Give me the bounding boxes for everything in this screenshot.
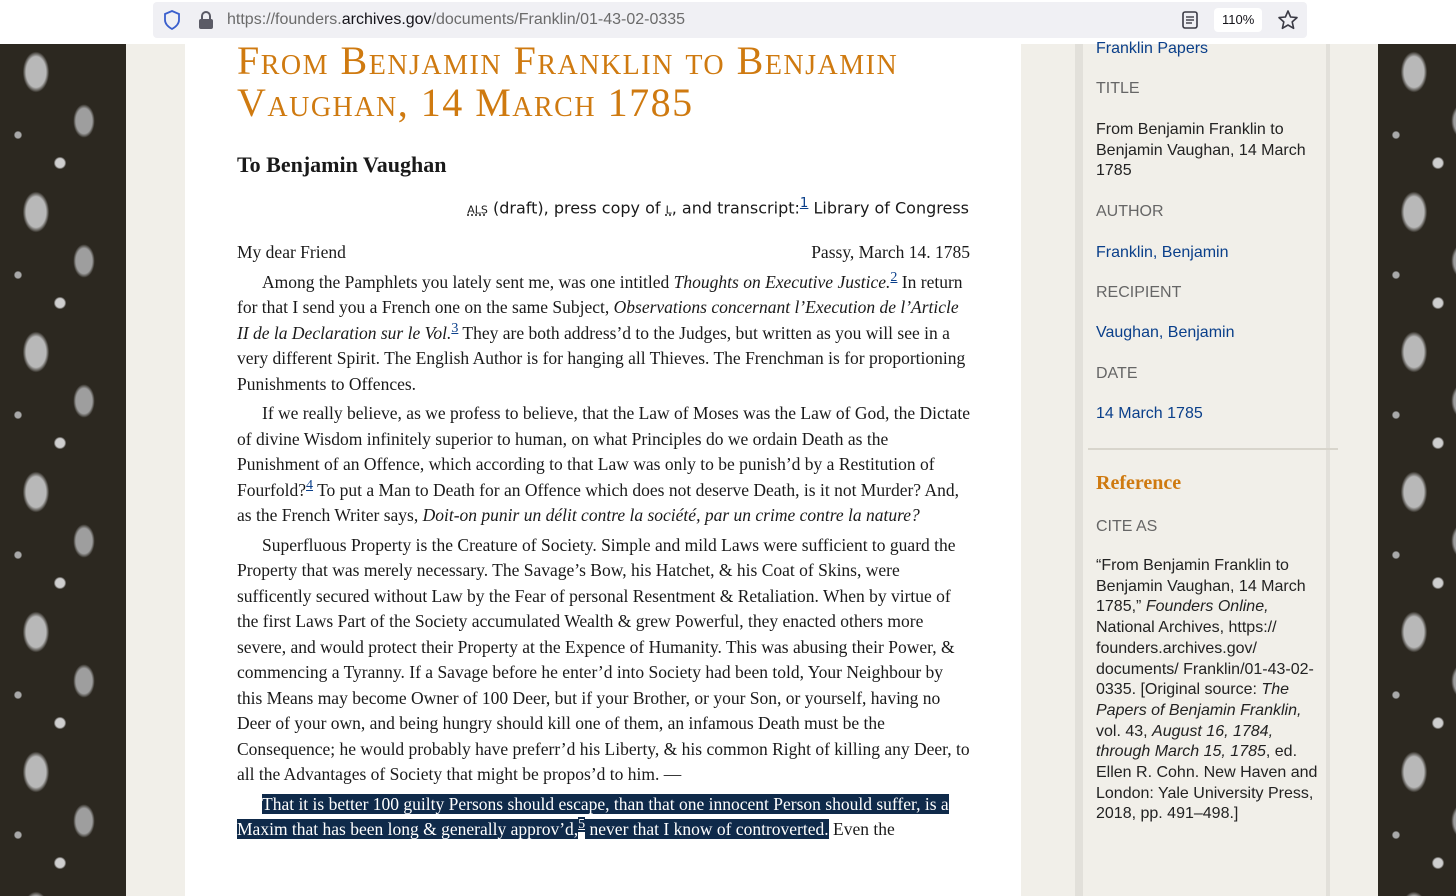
url-text[interactable]: https://founders.archives.gov/documents/Franklin/01-43-02-0335 bbox=[227, 11, 686, 28]
selected-text-continued[interactable]: never that I know of controverted. bbox=[585, 819, 829, 839]
reference-heading: Reference bbox=[1096, 472, 1182, 494]
cite-as-label: CITE AS bbox=[1096, 518, 1158, 535]
metadata-sidebar bbox=[1075, 40, 1330, 896]
bookmark-star-icon[interactable] bbox=[1277, 9, 1299, 31]
address-bar[interactable] bbox=[153, 2, 1307, 38]
collection-link[interactable]: Franklin Papers bbox=[1096, 40, 1209, 57]
damask-border-right bbox=[1378, 44, 1456, 896]
recipient-label: RECIPIENT bbox=[1096, 284, 1182, 301]
tracking-protection-shield-icon[interactable] bbox=[163, 10, 181, 30]
footnote-link-3[interactable]: 3 bbox=[451, 320, 459, 336]
letter-body bbox=[237, 240, 970, 847]
author-label: AUTHOR bbox=[1096, 203, 1164, 220]
author-link[interactable]: Franklin, Benjamin bbox=[1096, 244, 1229, 261]
lock-icon[interactable] bbox=[197, 10, 215, 30]
title-label: TITLE bbox=[1096, 80, 1140, 97]
l-abbreviation[interactable]: l bbox=[665, 198, 672, 218]
paragraph-2: If we really believe, as we profess to believe, that the Law of Moses was the Law of God, the Dictate of divine Wisdom infinitely superior to human, on what Principles do we ordain Death as the Punishment of an Offence, which according to that Law was only to be punish’d by a Restitution of Fourfold?$^4$ To put a Man to Death for an Offence which does not deserve Death, is it not Murder? And, as the French Writer says, Doit-on punir un délit contre la société, par un crime contre la nature? bbox=[237, 403, 971, 525]
zoom-level-button[interactable]: 110% bbox=[1214, 8, 1262, 32]
document-heading: To Benjamin Vaughan bbox=[237, 152, 447, 177]
footnote-link-5[interactable]: 5 bbox=[578, 817, 586, 833]
salutation: My dear Friend bbox=[237, 242, 346, 262]
document-title: From Benjamin Franklin to Benjamin Vaughan, 14 March 1785 bbox=[237, 38, 899, 125]
paragraph-1: Among the Pamphlets you lately sent me, was one intitled Thoughts on Executive Justice.$^2$ In return for that I send you a French one on the same Subject, Observations concernant l’Execution de l’Article II de la Declaration sur le Vol.$^3$ They are both address’d to the Judges, but written as you will see in a very different Spirit. The English Author is for hanging all Thieves. The Frenchman is for proportioning Punishments to Offences. bbox=[237, 269, 966, 394]
damask-border-left bbox=[0, 44, 126, 896]
title-value: From Benjamin Franklin to Benjamin Vaughan, 14 March 1785 bbox=[1096, 121, 1306, 179]
date-label: DATE bbox=[1096, 365, 1138, 382]
reader-view-icon[interactable] bbox=[1180, 10, 1200, 30]
sidebar-divider bbox=[1088, 448, 1338, 450]
recipient-link[interactable]: Vaughan, Benjamin bbox=[1096, 324, 1235, 341]
als-abbreviation[interactable]: als bbox=[467, 198, 488, 218]
paragraph-3: Superfluous Property is the Creature of Society. Simple and mild Laws were sufficient to guard the Property that was merely necessary. The Savage’s Bow, his Hatchet, & his Coat of Skins, were sufficently secured without Law by the Fear of personal Resentment & Retaliation. When by virtue of the first Laws Part of the Society accumulated Wealth & grew Powerful, they enacted others more severe, and would protect their Property at the Expence of Humanity. This was abusing their Power, & commencing a Tyranny. If a Savage before he enter’d into Society had been told, Your Neighbour by this Means may become Owner of 100 Deer, but if your Brother, or your Son, or yourself, having no Deer of your own, and being hungry should kill one of them, an infamous Death must be the Consequence; he would probably have preferr’d his Liberty, & his common Right of killing any Deer, to all the Advantages of Society that might be propos’d to him. — bbox=[237, 534, 970, 784]
footnote-link-4[interactable]: 4 bbox=[306, 477, 314, 493]
footnote-link-2[interactable]: 2 bbox=[890, 269, 898, 285]
citation-text: “From Benjamin Franklin to Benjamin Vaughan, 14 March 1785,” Founders Online, National Archives, https:// founders.archives.gov/ documents/ Franklin/01-43-02-0335. [Original source: The Papers of Benjamin Franklin, vol. 43, August 16, 1784, through March 15, 1785, ed. Ellen R. Cohn. New Haven and London: Yale University Press, 2018, pp. 491–498.] bbox=[1096, 557, 1318, 823]
paragraph-4: That it is better 100 guilty Persons should escape, than that one innocent Person should suffer, is a Maxim that has been long & generally approv’d,$^5$ never that I know of controverted. Even the bbox=[237, 793, 949, 839]
place-date: Passy, March 14. 1785 bbox=[811, 242, 970, 262]
source-note: als (draft), press copy of l, and transcript:$^1$ Library of Congress bbox=[467, 196, 969, 218]
selected-text[interactable]: That it is better 100 guilty Persons should escape, than that one innocent Person should suffer, is a Maxim that has been long & generally approv’d, bbox=[237, 793, 949, 839]
date-link[interactable]: 14 March 1785 bbox=[1096, 405, 1203, 422]
document-content bbox=[185, 38, 1021, 896]
footnote-link-1[interactable]: 1 bbox=[799, 196, 809, 211]
